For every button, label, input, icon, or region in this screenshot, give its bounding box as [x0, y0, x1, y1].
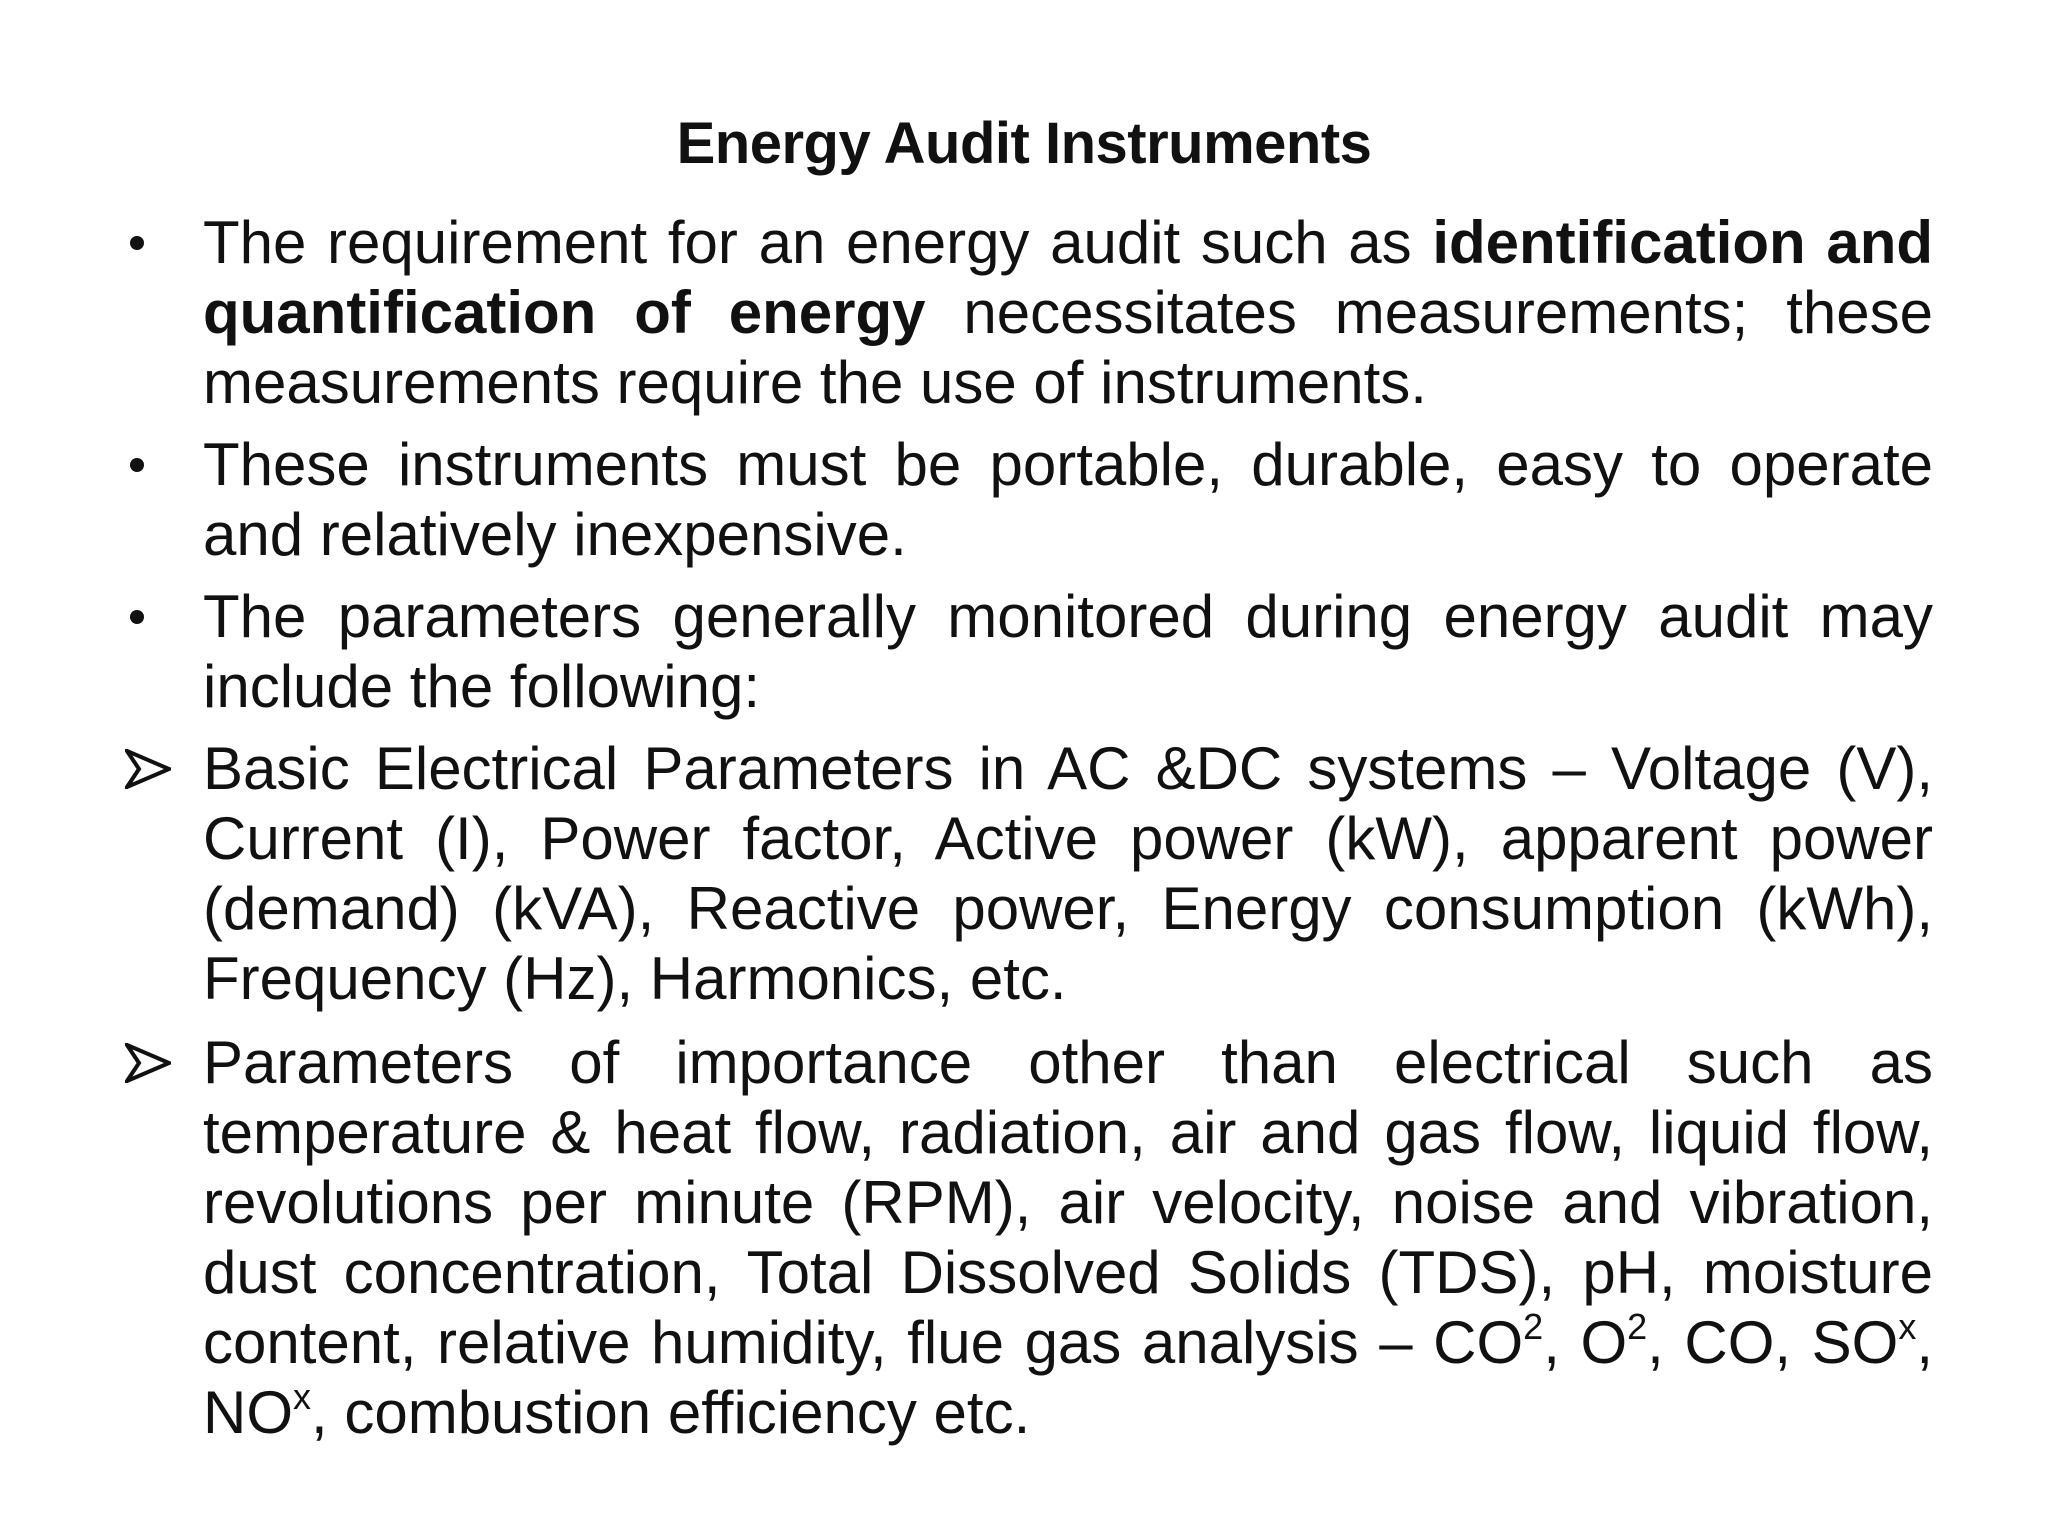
formula-superscript: 2	[1523, 1306, 1544, 1347]
list-item-text: These instruments must be portable, durable, easy to operate and relatively inexpensive.	[203, 431, 1933, 568]
formula-superscript: 2	[1627, 1306, 1648, 1347]
list-item	[125, 1028, 1933, 1448]
list-item-text: The requirement for an energy audit such as identification and quantification of energy necessitates measurements; these measurements require the use of instruments.	[203, 209, 1933, 416]
list-item-text: Parameters of importance other than electrical such as temperature & heat flow, radiation, air and gas flow, liquid flow, revolutions per minute (RPM), air velocity, noise and vibration, dust concentration, Total Dissolved Solids (TDS), pH, moisture content, relative humidity, flue gas analysis – $CO^2$, $O^2$, CO, $SO^x$, $NO^x$, combustion efficiency etc.	[203, 1029, 1934, 1446]
chemical-formula: $SO^x$	[1811, 1306, 1917, 1376]
chemical-formula: $NO^x$	[203, 1376, 311, 1446]
list-item	[125, 430, 1933, 570]
list-item	[125, 208, 1933, 418]
chemical-formula: $O^2$	[1580, 1306, 1648, 1376]
chemical-formula: $CO^2$	[1433, 1306, 1544, 1376]
list-item	[125, 582, 1933, 722]
formula-list: $CO^2$, $O^2$, CO, $SO^x$, $NO^x$	[203, 1306, 1934, 1446]
formula-superscript: x	[1898, 1306, 1917, 1347]
list-item-text: The parameters generally monitored during energy audit may include the following:	[203, 583, 1933, 720]
arrow-bullet-icon	[125, 734, 185, 804]
slide-title: Energy Audit Instruments	[676, 111, 1372, 176]
list-item	[125, 734, 1933, 1014]
arrow-bullet-icon	[125, 1028, 185, 1098]
emphasis-text: identification and quantification of energy	[203, 209, 1933, 346]
bullet-icon	[125, 430, 185, 500]
bullet-list	[125, 208, 1933, 1460]
list-item-text: Basic Electrical Parameters in AC &DC systems – Voltage (V), Current (I), Power factor, Active power (kW), apparent power (demand) (kVA), Reactive power, Energy consumption (kWh), Frequency (Hz), Harmonics, etc.	[203, 735, 1933, 1012]
bullet-icon	[125, 208, 185, 278]
bullet-icon	[125, 582, 185, 652]
chemical-formula: CO	[1684, 1309, 1775, 1376]
formula-superscript: x	[293, 1376, 311, 1417]
